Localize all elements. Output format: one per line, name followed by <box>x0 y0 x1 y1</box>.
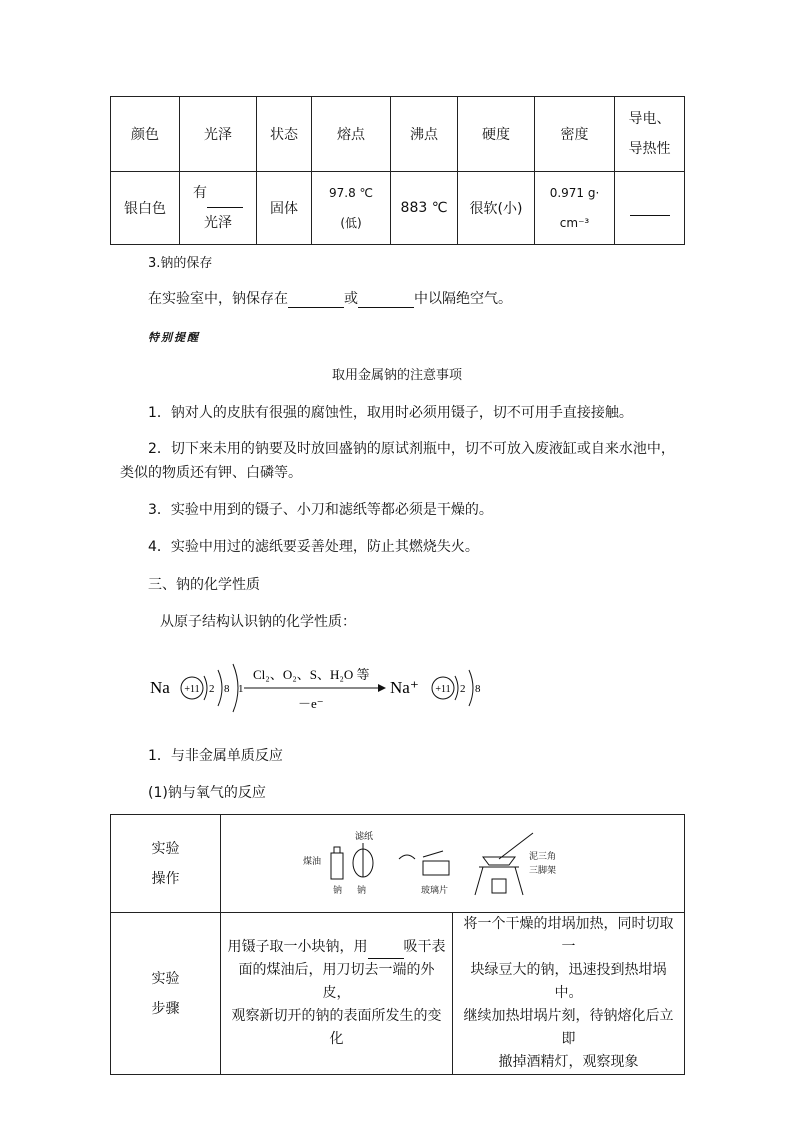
cell-state: 固体 <box>257 172 312 245</box>
na-left-symbol: Na <box>150 678 170 697</box>
na-label-1: 钠 <box>332 884 342 895</box>
shell-arc-left-1 <box>204 676 207 700</box>
steps-left-cell <box>221 913 453 1075</box>
left-line-1a: 用镊子取一小块钠，用 <box>227 939 368 955</box>
shell-arc-right-1 <box>455 676 458 700</box>
tripod-label: 三脚架 <box>528 864 556 875</box>
filter-paper-label: 滤纸 <box>354 830 373 841</box>
nucleus-left-label: +11 <box>184 684 200 695</box>
tip-title: 取用金属钠的注意事项 <box>331 368 462 383</box>
tip-label: 特别提醒 <box>148 331 200 344</box>
kerosene-label: 煤油 <box>302 855 321 866</box>
apparatus-figure-cell <box>221 815 685 913</box>
section3-text-b: 或 <box>344 291 358 307</box>
triangle-label: 泥三角 <box>528 850 556 861</box>
operation-label-a: 实验 <box>151 840 180 857</box>
melting-note: (低) <box>340 216 362 230</box>
left-line-4: 化 <box>329 1031 344 1047</box>
knife-icon <box>423 851 443 857</box>
shell-arc-right-2 <box>469 670 473 706</box>
tip-item-2-cont: 类似的物质还有钾、白磷等。 <box>120 465 302 481</box>
shell-arc-left-2 <box>218 670 222 706</box>
kerosene-bottle-icon <box>331 853 343 879</box>
cell-conductivity <box>615 172 685 245</box>
shell-right-2: 8 <box>475 683 481 695</box>
hand-icon <box>399 855 415 859</box>
header-melting: 熔点 <box>312 97 391 172</box>
arrow-head-icon <box>378 684 386 692</box>
density-line2: cm⁻³ <box>559 216 590 230</box>
cell-hardness: 很软(小) <box>458 172 535 245</box>
cell-density <box>535 172 615 245</box>
section3-text-c: 中以隔绝空气。 <box>414 291 512 307</box>
shell-right-1: 2 <box>460 683 466 695</box>
na-right-symbol: Na⁺ <box>390 678 419 697</box>
chem-intro: 从原子结构认识钠的化学性质： <box>160 614 356 630</box>
steps-label-a: 实验 <box>151 970 180 987</box>
steps-right-cell <box>453 913 685 1075</box>
nucleus-right-label: +11 <box>435 684 451 695</box>
glass-rod-icon <box>499 833 533 859</box>
section3-blank-2 <box>358 307 414 308</box>
density-line1: 0.971 g· <box>549 186 600 200</box>
alcohol-lamp-icon <box>492 879 506 893</box>
sub-subsection-heading: (1)钠与氧气的反应 <box>148 785 266 801</box>
apparatus-figure <box>303 829 603 899</box>
glass-plate-icon <box>423 861 449 875</box>
cell-color: 银白色 <box>111 172 180 245</box>
row-steps-label <box>111 913 221 1075</box>
crucible-icon <box>483 857 515 865</box>
cell-melting <box>312 172 391 245</box>
section3-blank-1 <box>288 307 344 308</box>
atomic-structure-diagram <box>140 648 500 720</box>
experiment-table <box>110 814 685 1075</box>
section3-text <box>148 288 512 308</box>
right-line-4: 撤掉酒精灯，观察现象 <box>498 1054 639 1070</box>
electron-label: －e⁻ <box>298 696 324 711</box>
header-luster: 光泽 <box>180 97 257 172</box>
section3-text-a: 在实验室中，钠保存在 <box>148 291 288 307</box>
subsection-heading: 1．与非金属单质反应 <box>148 748 283 764</box>
operation-label-b: 操作 <box>151 870 180 887</box>
left-line-3: 观察新切开的钠的表面所发生的变 <box>231 1008 442 1024</box>
header-density: 密度 <box>535 97 615 172</box>
luster-suffix: 光泽 <box>204 215 232 231</box>
left-line-1b: 吸干表 <box>403 939 446 955</box>
chem-heading: 三、钠的化学性质 <box>148 577 260 593</box>
tripod-leg-2 <box>515 867 523 895</box>
tip-item-2: 2．切下来未用的钠要及时放回盛钠的原试剂瓶中，切不可放入废液缸或自来水池中， <box>148 441 675 457</box>
header-state: 状态 <box>257 97 312 172</box>
luster-prefix: 有 <box>193 185 207 201</box>
header-hardness: 硬度 <box>458 97 535 172</box>
tip-item-4: 4．实验中用过的滤纸要妥善处理，防止其燃烧失火。 <box>148 539 479 555</box>
na-label-2: 钠 <box>356 884 366 895</box>
section3-title: 3.钠的保存 <box>148 256 213 271</box>
bottle-cap-icon <box>334 847 340 853</box>
reagents-label: Cl₂、O₂、S、H₂O 等 <box>253 667 370 682</box>
left-blank <box>368 958 404 959</box>
header-conductivity <box>615 97 685 172</box>
header-conductivity-line2: 导热性 <box>628 141 671 157</box>
row-operation-label <box>111 815 221 913</box>
shell-left-2: 8 <box>224 683 230 695</box>
property-table <box>110 96 685 245</box>
steps-label-b: 步骤 <box>151 1000 180 1017</box>
right-line-2: 块绿豆大的钠，迅速投到热坩埚中。 <box>470 962 667 1001</box>
glass-label: 玻璃片 <box>420 884 448 895</box>
cell-boiling: 883 ℃ <box>391 172 458 245</box>
right-line-1: 将一个干燥的坩埚加热，同时切取一 <box>463 916 674 955</box>
tip-item-1: 1．钠对人的皮肤有很强的腐蚀性，取用时必须用镊子，切不可用手直接接触。 <box>148 405 633 421</box>
header-boiling: 沸点 <box>391 97 458 172</box>
header-conductivity-line1: 导电、 <box>628 111 671 127</box>
tip-item-3: 3．实验中用到的镊子、小刀和滤纸等都必须是干燥的。 <box>148 502 493 518</box>
shell-left-1: 2 <box>209 683 215 695</box>
melting-point: 97.8 ℃ <box>328 186 373 200</box>
cell-luster <box>180 172 257 245</box>
header-color: 颜色 <box>111 97 180 172</box>
left-line-2: 面的煤油后，用刀切去一端的外皮， <box>238 962 435 1001</box>
right-line-3: 继续加热坩埚片刻，待钠熔化后立即 <box>463 1008 674 1047</box>
conductivity-blank <box>630 215 670 216</box>
shell-left-3: 1 <box>238 683 244 695</box>
tripod-leg-1 <box>475 867 483 895</box>
